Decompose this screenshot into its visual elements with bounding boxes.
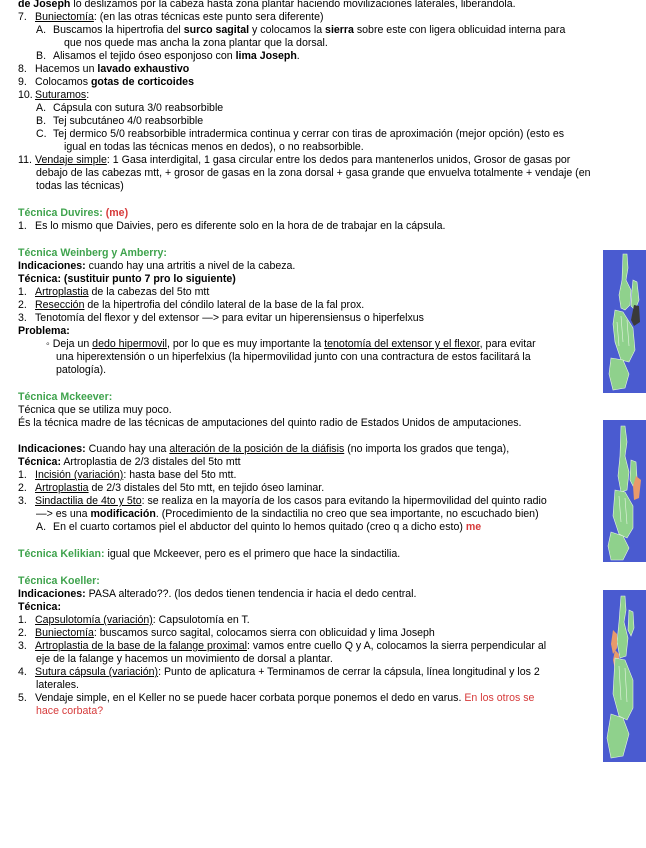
foot-bone-illustration-1-icon (603, 250, 646, 393)
list-item: 3. Sindactilia de 4to y 5to: se realiza en la mayoría de los casos para evitando la hipermovilidad del quinto radio (18, 495, 547, 507)
list-item: 4. Sutura cápsula (variación): Punto de aplicatura + Terminamos de cerrar la cápsula, línea longitudinal y los 2 (18, 666, 540, 678)
list-item-10: 10. Suturamos: (18, 89, 90, 101)
sub-item-10c-cont: igual en todas las técnicas menos en dedos), o no reabsorbible. (64, 141, 364, 153)
sub-item-7a-cont: que nos quede mas ancha la zona plantar que la dorsal. (64, 37, 328, 49)
list-item-7: 7. Buniectomía: (en las otras técnicas este punto sera diferente) (18, 11, 324, 23)
text-line: És la técnica madre de las técnicas de amputaciones del quinto radio de Estados Unidos de amputaciones. (18, 417, 522, 429)
list-item-11-cont: todas las técnicas) (36, 180, 124, 192)
list-item: 2. Resección de la hipertrofia del cóndilo lateral de la base de la fal prox. (18, 299, 365, 311)
list-item: 5. Vendaje simple, en el Keller no se puede hacer corbata porque ponemos el dedo en varus. En los otros se (18, 692, 535, 704)
list-item: 2. Buniectomía: buscamos surco sagital, colocamos sierra con oblicuidad y lima Joseph (18, 627, 435, 639)
list-item: 1. Artroplastia de la cabezas del 5to mtt (18, 286, 210, 298)
indications: Indicaciones: PASA alterado??. (los dedos tienen tendencia ir hacia el dedo central. (18, 588, 417, 600)
list-item-cont: hace corbata? (36, 705, 104, 717)
indications: Indicaciones: cuando hay una artritis a nivel de la cabeza. (18, 260, 296, 272)
problem-label: Problema: (18, 325, 70, 337)
list-item: 1. Capsulotomía (variación): Capsulotomía en T. (18, 614, 250, 626)
list-item-cont: laterales. (36, 679, 79, 691)
foot-bone-illustration-3-icon (603, 590, 646, 762)
technique-label: Técnica: (18, 601, 61, 613)
list-item-11-cont: debajo de las cabezas mtt, + grosor de gasas en la zona dorsal + gasa grande que envuelva totalmente + vendaje (en (36, 167, 591, 179)
list-item-9: 9. Colocamos gotas de corticoides (18, 76, 194, 88)
foot-bone-illustration-2-icon (603, 420, 646, 562)
text-line: Técnica que se utiliza muy poco. (18, 404, 172, 416)
sub-item-7b: B. Alisamos el tejido óseo esponjoso con lima Joseph. (36, 50, 300, 62)
section-heading-koeller: Técnica Koeller: (18, 575, 100, 587)
list-item-11: 11. Vendaje simple: 1 Gasa interdigital, 1 gasa circular entre los dedos para mantenerlos unidos, Grosor de gasas por (18, 154, 571, 166)
list-item: 1. Incisión (variación): hasta base del 5to mtt. (18, 469, 237, 481)
problem-bullet-cont: patología). (56, 364, 107, 376)
list-item: 1. Es lo mismo que Daivies, pero es diferente solo en la hora de de trabajar en la cápsula. (18, 220, 446, 232)
list-item-8: 8. Hacemos un lavado exhaustivo (18, 63, 190, 75)
section-heading-mckeever: Técnica Mckeever: (18, 391, 113, 403)
list-item-cont: eje de la falange y hacemos un movimiento de dorsal a plantar. (36, 653, 333, 665)
sub-item-10a: A. Cápsula con sutura 3/0 reabsorbible (36, 102, 224, 114)
indications: Indicaciones: Cuando hay una alteración de la posición de la diáfisis (no importa los grados que tenga), (18, 443, 510, 455)
section-heading-kelikian: Técnica Kelikian: igual que Mckeever, pero es el primero que hace la sindactilia. (18, 548, 401, 560)
list-item-cont: —> es una modificación. (Procedimiento de la sindactilia no creo que sea importante, no escuchado bien) (36, 508, 539, 520)
list-item: 2. Artroplastia de 2/3 distales del 5to mtt, en tejido óseo laminar. (18, 482, 325, 494)
sub-item: A. En el cuarto cortamos piel el abductor del quinto lo hemos quitado (creo q a dicho esto) me (36, 521, 482, 533)
list-item: 3. Tenotomía del flexor y del extensor —> para evitar un hiperensiensus o hiperfelxus (18, 312, 424, 324)
sub-item-10c: C. Tej dermico 5/0 reabsorbible intradermica continua y cerrar con tiras de aproximación (mejor opción) (esto es (36, 128, 565, 140)
problem-bullet: ◦ Deja un dedo hipermovil, por lo que es muy importante la tenotomía del extensor y el flexor, para evitar (46, 338, 536, 350)
technique-label: Técnica: (sustituir punto 7 pro lo siguiente) (18, 273, 236, 285)
text-line: de Joseph lo deslizamos por la cabeza hasta zona plantar haciendo movilizaciones laterales, liberandola. (18, 0, 516, 10)
section-heading-weinberg: Técnica Weinberg y Amberry: (18, 247, 167, 259)
sub-item-10b: B. Tej subcutáneo 4/0 reabsorbible (36, 115, 204, 127)
sub-item-7a: A. Buscamos la hipertrofia del surco sagital y colocamos la sierra sobre este con ligera oblicuidad interna para (36, 24, 566, 36)
technique-label: Técnica: Artroplastia de 2/3 distales del 5to mtt (18, 456, 241, 468)
section-heading-duvires: Técnica Duvires: (me) (18, 207, 129, 219)
problem-bullet-cont: una hiperextensión o un hiperfelxius (la hipermovilidad junto con una contractura de estos facilitará la (56, 351, 531, 363)
list-item: 3. Artroplastia de la base de la falange proximal: vamos entre cuello Q y A, colocamos la sierra perpendicular al (18, 640, 547, 652)
